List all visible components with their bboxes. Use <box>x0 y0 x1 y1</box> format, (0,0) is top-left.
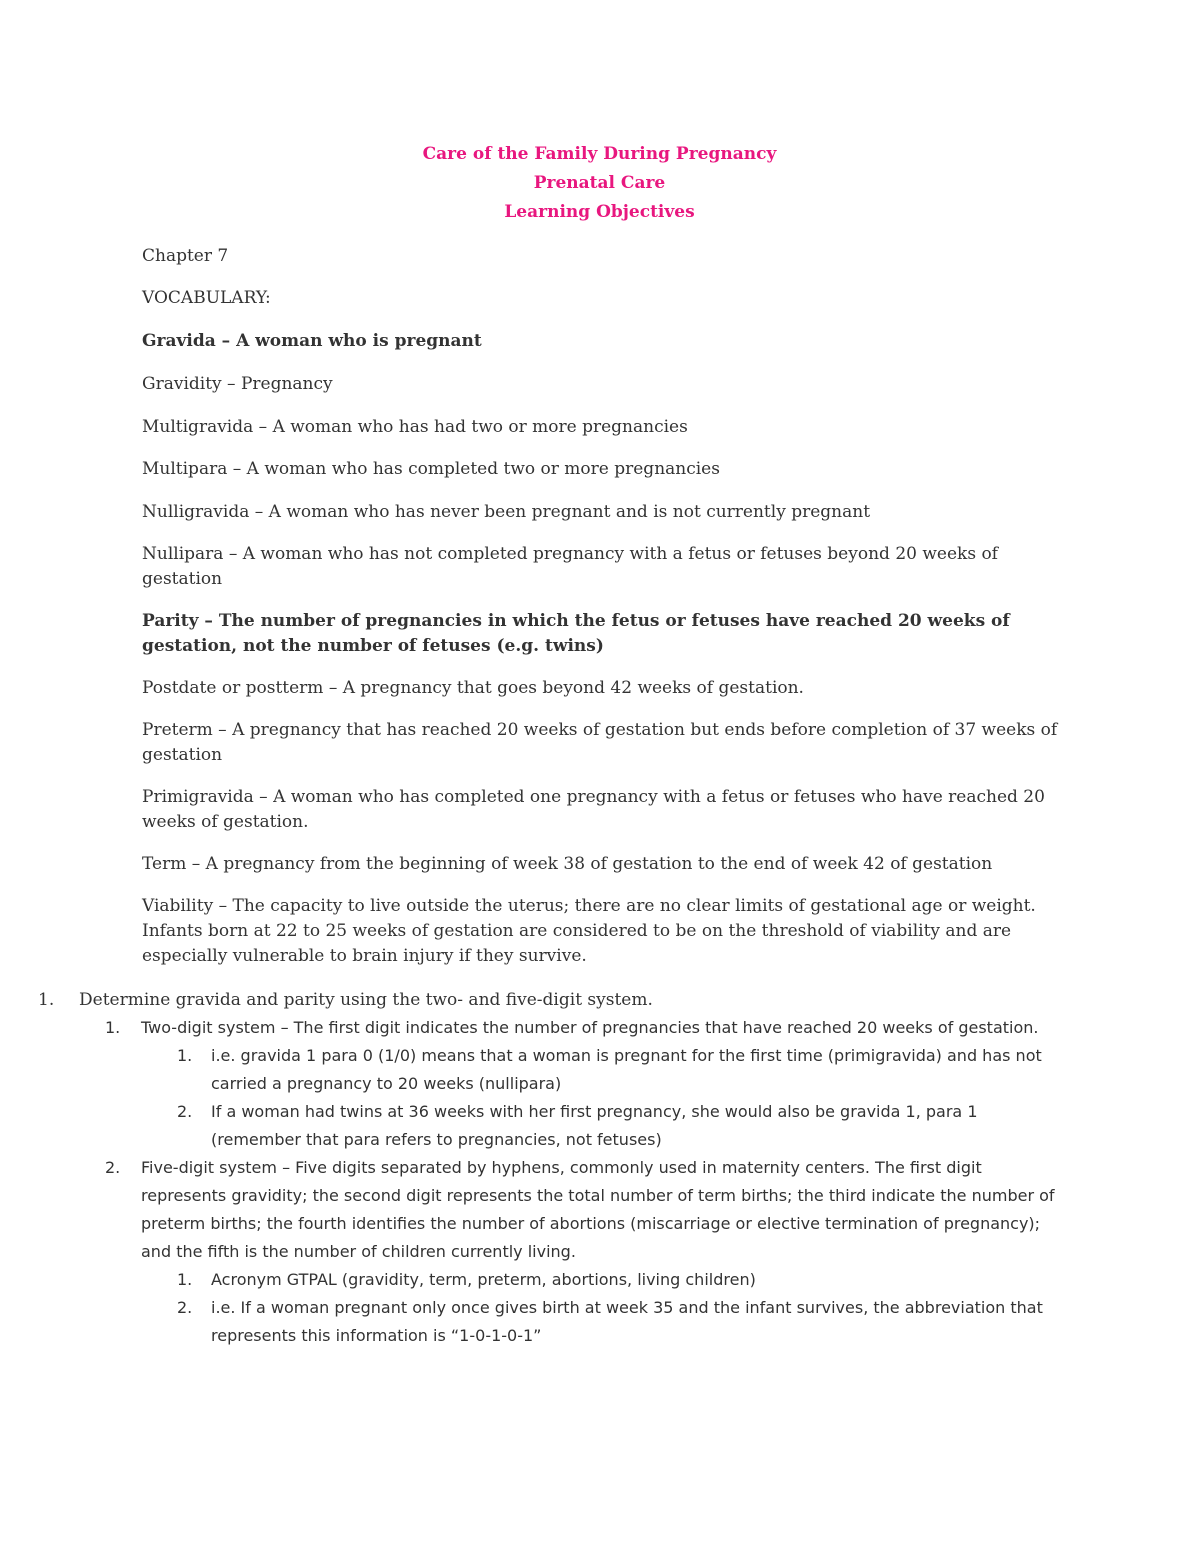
list-number: 2. <box>177 1102 193 1121</box>
list-item <box>0 1154 1062 1266</box>
definition-viability: Viability – The capacity to live outside the uterus; there are no clear limits of gestational age or weight. Infants born at 22 to 25 weeks of gestation are considered to be on the threshold of viability and are especially vulnerable to brain injury if they survive. <box>142 896 1036 966</box>
definition-preterm: Preterm – A pregnancy that has reached 20 weeks of gestation but ends before completion of 37 weeks of gestation <box>142 720 1058 765</box>
list-item <box>0 1294 1062 1350</box>
definition-gravidity: Gravidity – Pregnancy <box>142 374 333 394</box>
definition-nulligravida: Nulligravida – A woman who has never been pregnant and is not currently pregnant <box>142 502 871 522</box>
chapter-label: Chapter 7 <box>142 246 229 266</box>
definition-primigravida: Primigravida – A woman who has completed one pregnancy with a fetus or fetuses who have reached 20 weeks of gestation. <box>142 787 1045 832</box>
list-item <box>0 1014 1062 1042</box>
list-item-text: Five-digit system – Five digits separated by hyphens, commonly used in maternity centers. The first digit represents gravidity; the second digit represents the total number of term births; the third indicate the number of preterm births; the fourth identifies the number of abortions (miscarriage or elective termination of pregnancy); and the fifth is the number of children currently living. <box>141 1158 1055 1261</box>
list-number: 2. <box>105 1158 121 1177</box>
list-number: 2. <box>177 1298 193 1317</box>
list-item <box>0 1266 1062 1294</box>
list-item-text: Two-digit system – The first digit indicates the number of pregnancies that have reached 20 weeks of gestation. <box>141 1018 1039 1037</box>
document-title: Care of the Family During Pregnancy <box>422 144 777 164</box>
definition-nullipara: Nullipara – A woman who has not completed pregnancy with a fetus or fetuses beyond 20 weeks of gestation <box>142 544 998 589</box>
list-item-text: i.e. gravida 1 para 0 (1/0) means that a woman is pregnant for the first time (primigravida) and has not carried a pregnancy to 20 weeks (nullipara) <box>211 1046 1042 1093</box>
list-item <box>0 1098 1062 1154</box>
list-item-text: If a woman had twins at 36 weeks with her first pregnancy, she would also be gravida 1, para 1 (remember that para refers to pregnancies, not fetuses) <box>211 1102 978 1149</box>
list-number: 1. <box>177 1270 193 1289</box>
document-page <box>38 140 1062 1350</box>
definition-gravida: Gravida – A woman who is pregnant <box>142 331 482 351</box>
list-item-text: Acronym GTPAL (gravidity, term, preterm, abortions, living children) <box>211 1270 756 1289</box>
list-number: 1. <box>38 990 55 1010</box>
document-subtitle: Prenatal Care <box>533 173 666 193</box>
section-heading: Learning Objectives <box>504 202 695 222</box>
list-item-text: i.e. If a woman pregnant only once gives birth at week 35 and the infant survives, the abbreviation that represents this information is “1-0-1-0-1” <box>211 1298 1043 1345</box>
definition-multigravida: Multigravida – A woman who has had two or more pregnancies <box>142 417 688 437</box>
list-item <box>0 1042 1062 1098</box>
definition-multipara: Multipara – A woman who has completed two or more pregnancies <box>142 459 720 479</box>
list-number: 1. <box>105 1018 121 1037</box>
list-item <box>0 986 1062 1014</box>
list-number: 1. <box>177 1046 193 1065</box>
definition-postterm: Postdate or postterm – A pregnancy that goes beyond 42 weeks of gestation. <box>142 678 804 698</box>
vocabulary-heading: VOCABULARY: <box>142 288 271 308</box>
definition-parity: Parity – The number of pregnancies in which the fetus or fetuses have reached 20 weeks of gestation, not the number of fetuses (e.g. twins) <box>142 611 1010 656</box>
title-block <box>142 140 1057 227</box>
definition-term: Term – A pregnancy from the beginning of week 38 of gestation to the end of week 42 of gestation <box>142 854 993 874</box>
learning-objectives-list <box>0 986 1062 1350</box>
list-item-text: Determine gravida and parity using the two- and five-digit system. <box>79 990 653 1010</box>
